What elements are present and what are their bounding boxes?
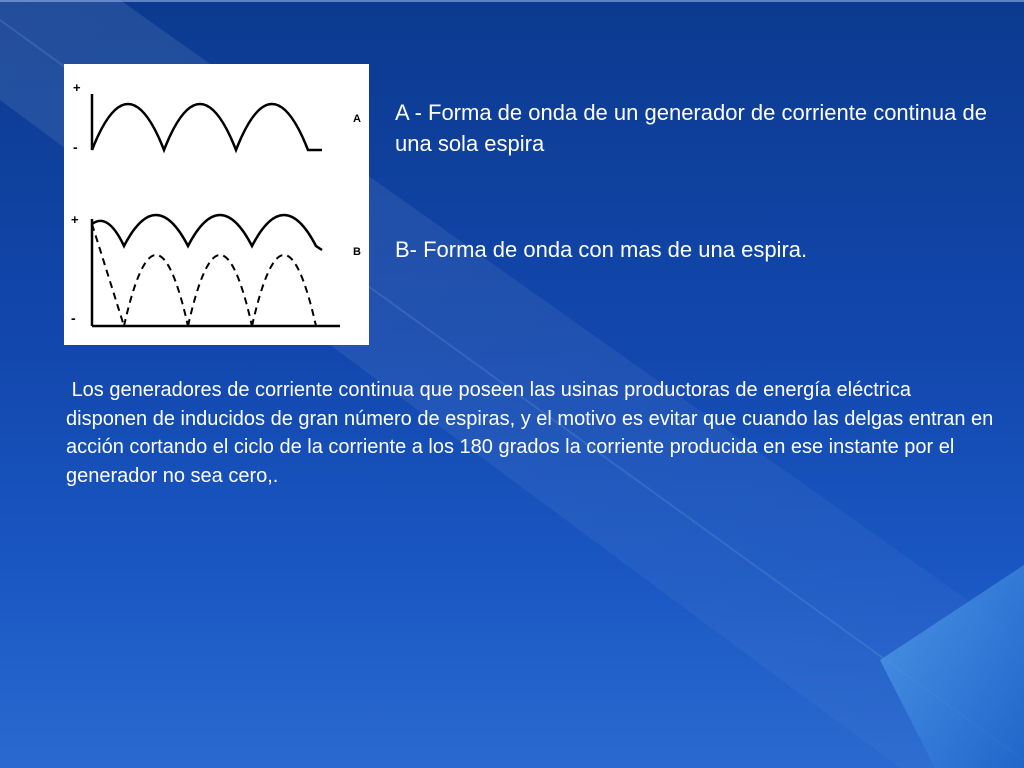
minus-sign-a: - [73,139,78,155]
body-paragraph: Los generadores de corriente continua que poseen las usinas productoras de energía eléctrica disponen de inducidos de gran número de espiras, y el motivo es evitar que cuando las delgas entran en acción cortando el ciclo de la corriente a los 180 grados la corriente producida en ese instante por el generador no sea cero,. [66,379,999,487]
caption-b: B- Forma de onda con mas de una espira. [395,237,808,262]
waveform-figure [64,64,369,345]
caption-a: A - Forma de onda de un generador de corriente continua de una sola espira [395,100,987,156]
plus-sign-a: + [73,80,81,95]
label-a: A [353,113,361,125]
minus-sign-b: - [71,310,76,326]
envelope-waveform-b [92,215,322,250]
plus-sign-b: + [71,212,79,227]
dashed-waves-b [92,224,316,326]
label-b: B [353,246,361,258]
waveform-a [92,104,322,150]
